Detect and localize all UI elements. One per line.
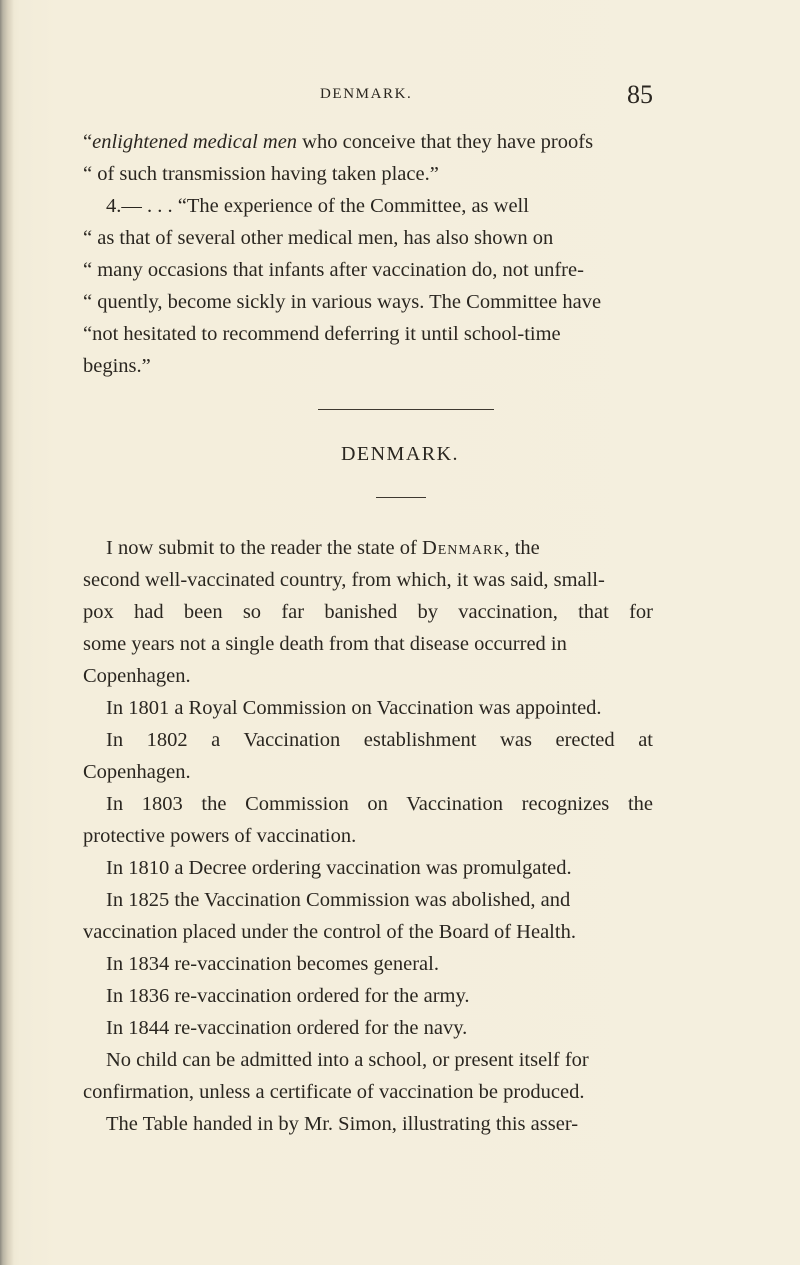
body-p3-line-2: Copenhagen. — [83, 761, 191, 783]
quote-line-1-rest: who conceive that they have proofs — [297, 131, 594, 153]
quote-line-2: “ of such transmission having taken place.” — [83, 163, 439, 185]
body-p6-line-2: vaccination placed under the control of the Board of Health. — [83, 921, 576, 943]
body-p2: In 1801 a Royal Commission on Vaccination was appointed. — [106, 697, 602, 719]
quote-italic-phrase: enlightened medical men — [92, 131, 298, 153]
section-rule-top — [318, 409, 494, 410]
body-p1-line-5: Copenhagen. — [83, 665, 191, 687]
page-number: 85 — [627, 80, 653, 109]
quote-open-mark: “ — [83, 131, 93, 153]
body-p8: In 1836 re-vaccination ordered for the army. — [106, 985, 470, 1007]
section-title: DENMARK. — [340, 443, 460, 465]
body-p9: In 1844 re-vaccination ordered for the navy. — [106, 1017, 468, 1039]
body-country-name: Denmark — [421, 537, 505, 559]
quote-line-3: 4.— . . . “The experience of the Committee, as well — [106, 195, 529, 217]
body-p3-line-1: In 1802 a Vaccination establishment was erected at — [106, 729, 653, 751]
body-p4-line-1: In 1803 the Commission on Vaccination recognizes the — [106, 793, 653, 815]
body-p1-line-1-end: , the — [504, 537, 540, 559]
body-p1-line-2: second well-vaccinated country, from which, it was said, small- — [83, 569, 605, 591]
page-binding-edge — [0, 0, 14, 1265]
body-p4-line-2: protective powers of vaccination. — [83, 825, 357, 847]
body-p7: In 1834 re-vaccination becomes general. — [106, 953, 439, 975]
running-header — [80, 80, 653, 116]
body-p11: The Table handed in by Mr. Simon, illustrating this asser- — [106, 1113, 579, 1135]
section-rule-bottom — [376, 497, 426, 498]
body-p1-line-4: some years not a single death from that disease occurred in — [83, 633, 567, 655]
body-p10-line-1: No child can be admitted into a school, or present itself for — [106, 1049, 589, 1071]
body-p10-line-2: confirmation, unless a certificate of vaccination be produced. — [83, 1081, 585, 1103]
quote-line-8: begins.” — [83, 355, 151, 377]
body-p6-line-1: In 1825 the Vaccination Commission was abolished, and — [106, 889, 571, 911]
body-p1-line-3: pox had been so far banished by vaccination, that for — [83, 601, 653, 623]
quote-line-7: “not hesitated to recommend deferring it until school-time — [83, 323, 561, 345]
quote-line-6: “ quently, become sickly in various ways. The Committee have — [83, 291, 602, 313]
quote-line-4: “ as that of several other medical men, has also shown on — [83, 227, 554, 249]
body-p5: In 1810 a Decree ordering vaccination was promulgated. — [106, 857, 572, 879]
quote-line-5: “ many occasions that infants after vaccination do, not unfre- — [83, 259, 584, 281]
running-title: DENMARK. — [320, 86, 413, 102]
body-p1-line-1 — [106, 538, 540, 559]
body-p1-line-1-start: I now submit to the reader the state of — [106, 537, 422, 559]
quote-line-1 — [83, 132, 593, 153]
